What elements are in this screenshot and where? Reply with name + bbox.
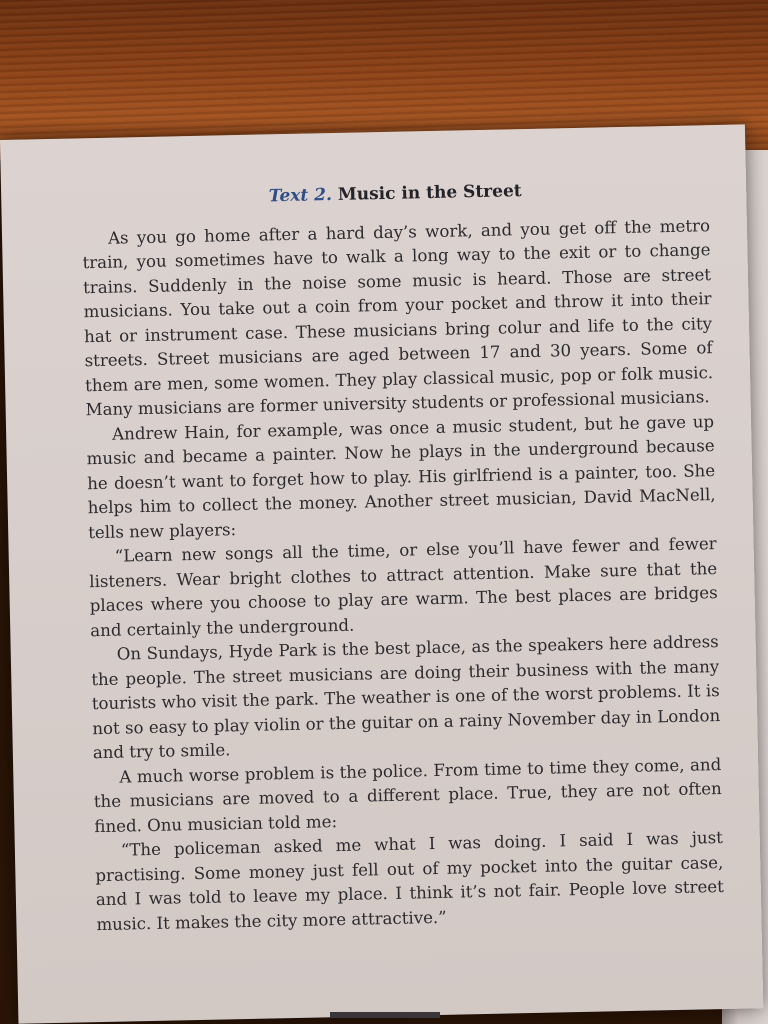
paragraph-1: As you go home after a hard day’s work, and you get off the metro train, you sometimes have to walk a long way to the exit or to change trains. Suddenly in the noise some music is heard. Those are street musicians. You take out a coin from your pocket and throw it into their hat or instrument case. These musicians bring colur and life to the city streets. Street musicians are aged between 17 and 30 years. Some of them are men, some women. They play classical music, pop or folk music. Many musicians are former university students or professional musicians.: [82, 215, 714, 420]
paragraph-5: A much worse problem is the police. From time to time they come, and the musicians are moved to a different place. True, they are not often fined. Onu musician told me:: [93, 754, 722, 836]
paragraph-4: On Sundays, Hyde Park is the best place, as the speakers here address the people. The street musicians are doing their business with the many tourists who visit the park. The weather is one of the worst problems. It is not so easy to play violin or the guitar on a rainy November day in London and try to smile.: [91, 632, 721, 763]
page-content: [81, 175, 725, 937]
title-heading: Music in the Street: [337, 181, 522, 205]
text-title: [81, 175, 709, 213]
paragraph-6: “The policeman asked me what I was doing. I said I was just practising. Some money just fell out of my pocket into the guitar case, and I was told to leave my place. I think it’s not fair. People love street music. It makes the city more attractive.”: [95, 828, 724, 934]
book-page: [0, 124, 763, 1023]
paragraph-3: “Learn new songs all the time, or else you’ll have fewer and fewer listeners. Wear bright clothes to attract attention. Make sure that the places where you choose to play are warm. The best places are bridges and certainly the underground.: [89, 534, 718, 640]
paragraph-2: Andrew Hain, for example, was once a music student, but he gave up music and became a painter. Now he plays in the underground because he doesn’t want to forget how to play. His girlfriend is a painter, too. She helps him to collect the money. Another street musician, David MacNell, tells new players:: [86, 411, 716, 542]
page-footer-mark: [330, 1012, 440, 1018]
title-label: Text 2.: [268, 185, 333, 207]
